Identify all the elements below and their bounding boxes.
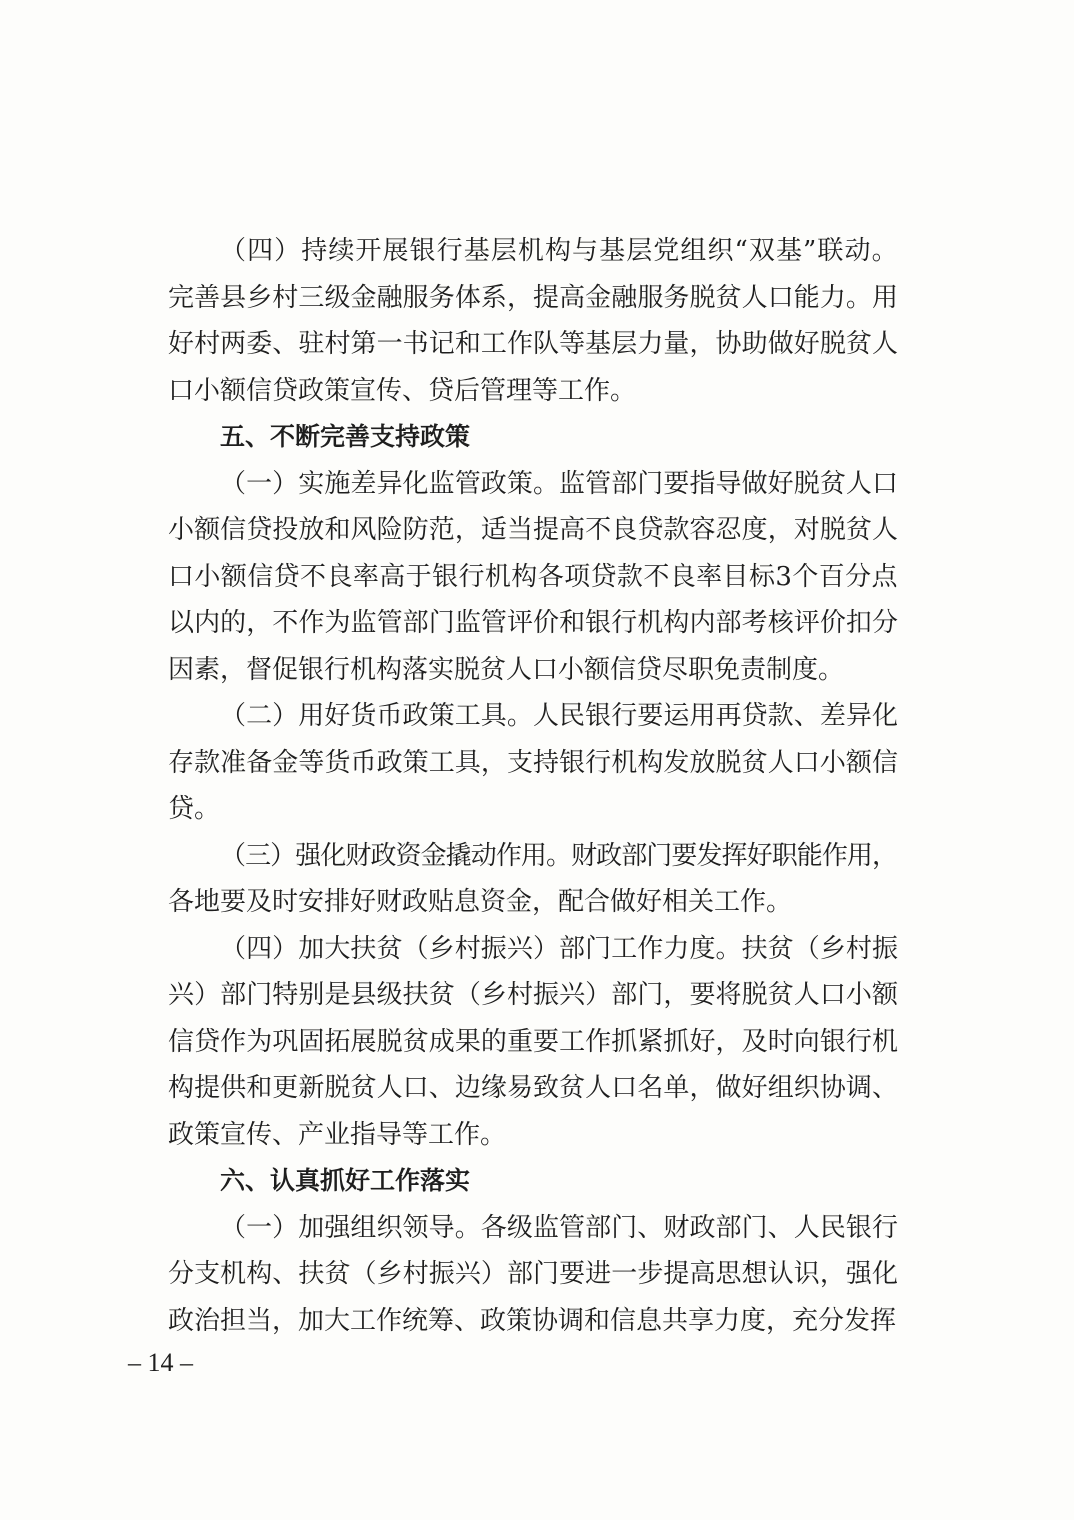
paragraph-line: （三）强化财政资金撬动作用。财政部门要发挥好职能作用， — [220, 840, 898, 871]
paragraph-line: 构提供和更新脱贫人口、边缘易致贫人口名单，做好组织协调、 — [168, 1073, 899, 1103]
paragraph-line: 贷。 — [168, 794, 221, 824]
paragraph-line: 存款准备金等货币政策工具，支持银行机构发放脱贫人口小额信 — [168, 747, 899, 778]
paragraph-line: （二）用好货币政策工具。人民银行要运用再贷款、差异化 — [220, 701, 899, 731]
section-heading: 六、认真抓好工作落实 — [220, 1166, 471, 1195]
paragraph-line: 信贷作为巩固拓展脱贫成果的重要工作抓紧抓好，及时向银行机 — [168, 1026, 899, 1057]
paragraph-line: 好村两委、驻村第一书记和工作队等基层力量，协助做好脱贫人 — [168, 329, 899, 359]
paragraph-line: （四）加大扶贫（乡村振兴）部门工作力度。扶贫（乡村振 — [220, 933, 899, 964]
paragraph-line: 各地要及时安排好财政贴息资金，配合做好相关工作。 — [168, 887, 793, 917]
paragraph-line: 小额信贷投放和风险防范，适当提高不良贷款容忍度，对脱贫人 — [168, 515, 899, 545]
paragraph-line: （一）加强组织领导。各级监管部门、财政部门、人民银行 — [220, 1212, 899, 1243]
paragraph-line: （四）持续开展银行基层机构与基层党组织“双基”联动。 — [220, 236, 899, 266]
paragraph-line: 政治担当，加大工作统筹、政策协调和信息共享力度，充分发挥 — [168, 1305, 897, 1336]
paragraph-line: 口小额信贷不良率高于银行机构各项贷款不良率目标3个百分点 — [168, 561, 898, 592]
paragraph-line: （一）实施差异化监管政策。监管部门要指导做好脱贫人口 — [220, 468, 899, 499]
paragraph-line: 口小额信贷政策宣传、贷后管理等工作。 — [168, 375, 637, 406]
paragraph-line: 因素，督促银行机构落实脱贫人口小额信贷尽职免责制度。 — [168, 654, 845, 685]
page-number: – 14 – — [128, 1348, 193, 1377]
paragraph-line: 完善县乡村三级金融服务体系，提高金融服务脱贫人口能力。用 — [168, 282, 899, 313]
paragraph-line: 政策宣传、产业指导等工作。 — [168, 1119, 507, 1150]
paragraph-line: 分支机构、扶贫（乡村振兴）部门要进一步提高思想认识，强化 — [168, 1259, 899, 1289]
paragraph-line: 以内的，不作为监管部门监管评价和银行机构内部考核评价扣分 — [168, 608, 899, 638]
paragraph-line: 兴）部门特别是县级扶贫（乡村振兴）部门，要将脱贫人口小额 — [168, 980, 899, 1010]
section-heading: 五、不断完善支持政策 — [220, 422, 471, 451]
